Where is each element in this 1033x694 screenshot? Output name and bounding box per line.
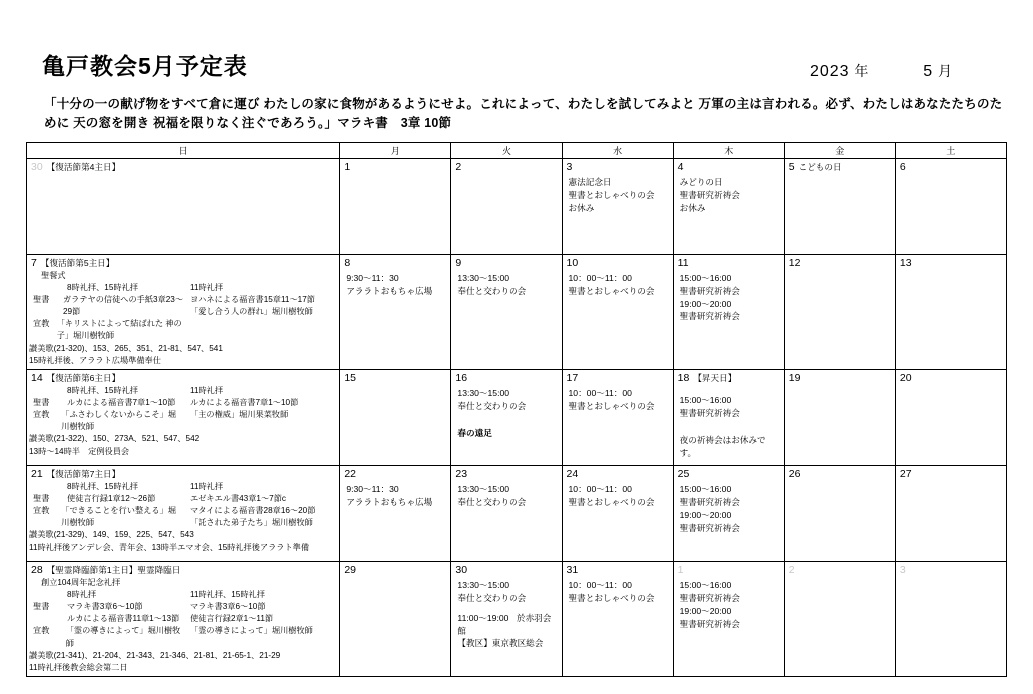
calendar-cell[interactable] — [895, 465, 1006, 561]
page-title: 亀戸教会5月予定表 — [42, 53, 248, 79]
service-line — [33, 493, 184, 505]
calendar-cell[interactable] — [895, 158, 1006, 254]
service-columns — [29, 385, 337, 434]
sunday-detail — [27, 384, 339, 460]
event-list — [563, 576, 673, 608]
event-list — [674, 173, 784, 218]
service-note: 13時〜14時半 定例役員会 — [29, 446, 130, 456]
calendar-cell[interactable] — [673, 465, 784, 561]
spacer — [680, 420, 781, 427]
month-value: 5 — [923, 63, 934, 80]
event-list — [785, 269, 895, 275]
service-line-text: マラキ書3章6〜10節 — [67, 602, 143, 612]
service-line-text: ルカによる福音書11章1〜13節 — [67, 614, 180, 624]
liturgical-title: 【聖霊降臨節第1主日】聖霊降臨日 — [46, 564, 181, 575]
service-line — [33, 601, 184, 613]
service-column-main — [184, 385, 334, 434]
event-line: お休み — [568, 202, 595, 213]
service-line-label: 宣教 — [33, 626, 50, 636]
event-line: 10：00〜11：00 — [568, 579, 632, 590]
service-line — [33, 625, 184, 649]
event-list — [785, 480, 895, 486]
event-line: 聖書研究祈祷会 — [679, 618, 740, 629]
calendar-cell[interactable] — [562, 369, 673, 465]
calendar-cell[interactable] — [673, 158, 784, 254]
day-number: 31 — [566, 563, 579, 576]
day-number: 17 — [566, 371, 579, 384]
service-line-text: 「愛し合う人の群れ」堀川樹牧師 — [190, 307, 313, 317]
sunday-detail — [27, 480, 339, 556]
calendar-cell[interactable] — [451, 369, 562, 465]
service-line-text: エゼキエル書43章1〜7節c — [190, 494, 286, 504]
service-line — [33, 505, 184, 529]
calendar-cell-sunday[interactable] — [27, 158, 340, 254]
sunday-detail — [27, 269, 339, 369]
service-note: 11時礼拝後教会総会第二日 — [29, 662, 128, 672]
event-line: 19:00〜20:00 — [679, 298, 732, 309]
day-number: 30 — [31, 160, 43, 173]
day-number: 29 — [344, 563, 356, 576]
calendar-cell[interactable] — [673, 369, 784, 465]
service-line — [33, 318, 184, 342]
year-label: 年 — [854, 63, 870, 79]
event-list — [451, 384, 561, 443]
event-list — [896, 576, 1006, 582]
sunday-detail — [27, 576, 339, 676]
calendar-cell[interactable] — [451, 254, 562, 369]
service-line — [67, 385, 184, 397]
event-line: 15:00〜16:00 — [679, 579, 732, 590]
calendar-week-row — [27, 158, 1007, 254]
service-column-morning — [29, 282, 184, 343]
calendar-cell[interactable] — [562, 254, 673, 369]
event-line: みどりの日 — [679, 176, 723, 187]
event-line: 10：00〜11：00 — [568, 483, 632, 494]
event-line: 聖書とおしゃべりの会 — [568, 189, 655, 200]
day-number: 5 — [788, 160, 795, 173]
service-line-label: 聖書 — [33, 295, 50, 305]
event-list — [340, 269, 450, 301]
weekday-wed: 水 — [562, 142, 673, 158]
event-line: 19:00〜20:00 — [679, 509, 732, 520]
page-header — [0, 0, 1033, 81]
day-note: 【昇天日】 — [693, 372, 737, 383]
spacer — [457, 413, 558, 420]
calendar-cell-sunday[interactable] — [27, 465, 340, 561]
event-list — [563, 173, 673, 218]
service-columns — [29, 282, 337, 343]
day-number: 14 — [31, 371, 43, 384]
day-number: 21 — [31, 467, 43, 480]
service-line-label — [33, 613, 67, 625]
event-list — [451, 480, 561, 512]
weekday-tue: 火 — [451, 142, 562, 158]
event-line: アララトおもちゃ広場 — [346, 496, 433, 507]
service-line-label — [33, 589, 67, 601]
event-line: 11:00〜19:00 於赤羽会館 — [457, 612, 552, 636]
day-number: 30 — [455, 563, 468, 576]
event-line: 奉仕と交わりの会 — [457, 400, 527, 411]
calendar-cell-sunday[interactable] — [27, 254, 340, 369]
event-line: 聖書研究祈祷会 — [679, 311, 740, 322]
event-line: 聖書研究祈祷会 — [679, 522, 740, 533]
service-line-text: 「託された弟子たち」堀川樹牧師 — [190, 518, 313, 528]
service-line-text: 「霊の導きによって」堀川樹牧師 — [65, 626, 181, 648]
day-number: 3 — [566, 160, 573, 173]
service-column-morning — [29, 589, 184, 650]
event-list — [674, 480, 784, 538]
service-line-label — [33, 282, 67, 294]
event-list — [340, 384, 450, 390]
day-number: 1 — [677, 563, 684, 576]
event-list — [674, 269, 784, 327]
service-line — [67, 282, 184, 294]
event-line: 聖書研究祈祷会 — [679, 592, 740, 603]
liturgical-title: 【復活節第5主日】 — [40, 257, 115, 268]
calendar-cell[interactable] — [340, 158, 451, 254]
weekday-sat: 土 — [895, 142, 1006, 158]
day-number: 28 — [31, 563, 43, 576]
event-line: 聖書とおしゃべりの会 — [568, 285, 655, 296]
day-number: 3 — [899, 563, 906, 576]
event-line: 聖書研究祈祷会 — [679, 496, 740, 507]
service-columns — [29, 481, 337, 530]
calendar-week-row — [27, 369, 1007, 465]
service-line-text: 11時礼拝 — [190, 481, 224, 491]
service-line-label — [33, 385, 67, 397]
day-note: こどもの日 — [798, 161, 842, 172]
service-line-text: 使徒言行録1章12〜26節 — [67, 494, 156, 504]
service-line-text: マタイによる福音書28章16〜20節 — [190, 506, 316, 516]
calendar-cell[interactable] — [895, 561, 1006, 676]
bible-verse: 「十分の一の献げ物をすべて倉に運び わたしの家に食物があるようにせよ。これによって、わたしを試してみよと 万軍の主は言われる。必ず、わたしはあなたたちのために 天の窓を開き 祝福を限りなく注ぐであろう。」マラキ書 3章 10節 — [44, 97, 1003, 131]
service-line-label — [33, 481, 67, 493]
calendar-cell[interactable] — [451, 465, 562, 561]
day-number: 13 — [899, 256, 912, 269]
calendar-cell-sunday[interactable] — [27, 561, 340, 676]
calendar-week-row — [27, 561, 1007, 676]
spacer — [680, 427, 781, 434]
day-number: 2 — [455, 160, 462, 173]
calendar-cell[interactable] — [340, 465, 451, 561]
event-list — [451, 576, 561, 653]
event-line: 奉仕と交わりの会 — [457, 496, 527, 507]
service-note: 讃美歌(21-341)、21-204、21-343、21-346、21-81、21-65-1、21-29 — [29, 650, 281, 660]
service-line-text: マラキ書3章6〜10節 — [190, 602, 266, 612]
calendar-cell[interactable] — [562, 561, 673, 676]
event-line: 【教区】東京教区総会 — [457, 638, 544, 649]
service-note: 11時礼拝後アンデレ会、青年会、13時半エマオ会、15時礼拝後アララト準備 — [29, 542, 310, 552]
service-subtitle: 創立104周年記念礼拝 — [41, 577, 121, 587]
event-line: 聖書とおしゃべりの会 — [568, 496, 655, 507]
service-note: 讃美歌(21-322)、150、273A、521、547、542 — [29, 434, 200, 444]
day-number: 27 — [899, 467, 912, 480]
calendar-cell[interactable] — [784, 158, 895, 254]
service-line-text: 「キリストによって結ばれた 神の子」堀川樹牧師 — [56, 319, 182, 341]
month-label: 月 — [938, 63, 953, 79]
day-number: 25 — [677, 467, 690, 480]
day-number: 24 — [566, 467, 579, 480]
service-note: 15時礼拝後、アララト広場準備奉仕 — [29, 355, 161, 365]
service-line — [67, 481, 184, 493]
liturgical-title: 【復活節第7主日】 — [46, 468, 121, 479]
event-line: 9:30〜11：30 — [346, 483, 399, 494]
service-columns — [29, 589, 337, 650]
service-column-morning — [29, 481, 184, 530]
weekday-header-row — [27, 142, 1007, 158]
year-month — [810, 61, 1003, 81]
sunday-detail — [27, 173, 339, 176]
service-line-label: 聖書 — [33, 494, 50, 504]
day-number: 20 — [899, 371, 912, 384]
weekday-fri: 金 — [784, 142, 895, 158]
service-line-text: 8時礼拝、15時礼拝 — [67, 385, 138, 395]
calendar-cell[interactable] — [340, 369, 451, 465]
service-line-text: 8時礼拝、15時礼拝 — [67, 282, 138, 292]
day-number: 6 — [899, 160, 906, 173]
event-list — [674, 576, 784, 634]
event-line: 聖書研究祈祷会 — [679, 285, 740, 296]
liturgical-title: 【復活節第6主日】 — [46, 372, 121, 383]
service-line-text: ヨハネによる福音書15章11〜17節 — [190, 295, 315, 305]
service-line-text: 11時礼拝 — [190, 282, 224, 292]
year-value: 2023 — [809, 63, 850, 80]
event-line: アララトおもちゃ広場 — [346, 285, 433, 296]
service-line-text: ルカによる福音書7章1〜10節 — [190, 398, 299, 408]
event-line: 13:30〜15:00 — [457, 579, 510, 590]
calendar-cell[interactable] — [451, 158, 562, 254]
calendar-body — [27, 158, 1007, 676]
weekday-sun: 日 — [27, 142, 340, 158]
event-line: 憲法記念日 — [568, 176, 612, 187]
service-line-text: ガラテヤの信徒への手紙3章23〜29節 — [62, 295, 184, 317]
calendar-cell[interactable] — [784, 561, 895, 676]
event-list — [674, 384, 784, 463]
service-line — [67, 613, 184, 625]
service-line-label: 宣教 — [33, 410, 50, 420]
event-list — [563, 269, 673, 301]
service-line-label: 宣教 — [33, 506, 50, 516]
calendar-cell[interactable] — [673, 254, 784, 369]
day-number: 10 — [566, 256, 579, 269]
calendar-cell[interactable] — [562, 158, 673, 254]
weekday-mon: 月 — [340, 142, 451, 158]
event-line: 奉仕と交わりの会 — [457, 592, 527, 603]
spacer — [680, 387, 781, 394]
calendar-cell[interactable] — [784, 465, 895, 561]
event-line: 聖書とおしゃべりの会 — [568, 592, 655, 603]
service-line-text: 11時礼拝 — [190, 385, 224, 395]
event-line: 奉仕と交わりの会 — [457, 285, 527, 296]
calendar-cell-sunday[interactable] — [27, 369, 340, 465]
day-number: 23 — [455, 467, 468, 480]
event-line: 13:30〜15:00 — [457, 387, 510, 398]
event-list — [785, 173, 895, 179]
weekday-thu: 木 — [673, 142, 784, 158]
service-line — [67, 589, 184, 601]
service-line — [33, 409, 184, 433]
day-number: 18 — [677, 371, 690, 384]
day-number: 4 — [677, 160, 684, 173]
event-line: 9:30〜11：30 — [346, 272, 399, 283]
service-line-text: 「霊の導きによって」堀川樹牧師 — [190, 626, 313, 636]
service-note: 讃美歌(21-329)、149、159、225、547、543 — [29, 530, 194, 540]
spacer — [457, 605, 558, 612]
service-line-label: 聖書 — [33, 602, 50, 612]
day-number: 12 — [788, 256, 801, 269]
calendar-cell[interactable] — [562, 465, 673, 561]
day-number: 1 — [344, 160, 351, 173]
event-list — [896, 480, 1006, 486]
service-line-text: 「主の権威」堀川果菜牧師 — [190, 410, 289, 420]
calendar-cell[interactable] — [340, 254, 451, 369]
calendar-table — [26, 142, 1007, 677]
event-list — [896, 173, 1006, 179]
service-line-text: 8時礼拝、15時礼拝 — [67, 481, 138, 491]
event-list — [563, 384, 673, 416]
service-column-main — [184, 282, 334, 343]
service-line-label: 宣教 — [33, 319, 50, 329]
event-list — [340, 576, 450, 582]
event-line: 春の遠足 — [457, 427, 492, 438]
day-number: 7 — [31, 256, 37, 269]
service-column-main — [184, 481, 334, 530]
event-list — [563, 480, 673, 512]
day-number: 11 — [677, 256, 689, 269]
event-line: 19:00〜20:00 — [679, 605, 732, 616]
calendar-cell[interactable] — [784, 369, 895, 465]
calendar-week-row — [27, 465, 1007, 561]
service-line-text: 8時礼拝 — [67, 590, 97, 600]
day-number: 9 — [455, 256, 462, 269]
event-line: 聖書研究祈祷会 — [679, 189, 740, 200]
event-line: 10：00〜11：00 — [568, 272, 632, 283]
event-line: 10：00〜11：00 — [568, 387, 632, 398]
service-line-label: 聖書 — [33, 398, 50, 408]
service-column-morning — [29, 385, 184, 434]
calendar-cell[interactable] — [895, 369, 1006, 465]
calendar-cell[interactable] — [895, 254, 1006, 369]
day-number: 19 — [788, 371, 801, 384]
service-line-text: 「できることを行い整える」堀川樹牧師 — [61, 506, 176, 528]
calendar-cell[interactable] — [451, 561, 562, 676]
event-list — [896, 384, 1006, 390]
service-line-text: 11時礼拝、15時礼拝 — [190, 590, 265, 600]
calendar-cell[interactable] — [784, 254, 895, 369]
event-list — [785, 576, 895, 582]
event-line: 聖書研究祈祷会 — [679, 407, 740, 418]
service-line — [33, 397, 184, 409]
event-line: お休み — [679, 202, 706, 213]
service-column-main — [184, 589, 334, 650]
event-list — [340, 173, 450, 179]
event-line: 15:00〜16:00 — [679, 394, 732, 405]
event-list — [451, 173, 561, 179]
day-number: 16 — [455, 371, 468, 384]
service-line — [33, 294, 184, 318]
event-line: 15:00〜16:00 — [679, 483, 732, 494]
event-line: 聖書とおしゃべりの会 — [568, 400, 655, 411]
service-subtitle: 聖餐式 — [41, 270, 66, 280]
calendar-cell[interactable] — [340, 561, 451, 676]
event-line: 夜の祈祷会はお休みです。 — [679, 434, 766, 458]
spacer — [457, 420, 558, 427]
service-line-text: 「ふさわしくないからこそ」堀川樹牧師 — [61, 410, 176, 432]
day-number: 26 — [788, 467, 801, 480]
day-number: 15 — [344, 371, 356, 384]
event-line: 13:30〜15:00 — [457, 272, 510, 283]
calendar-cell[interactable] — [673, 561, 784, 676]
event-line: 13:30〜15:00 — [457, 483, 510, 494]
day-number: 22 — [344, 467, 356, 480]
day-number: 2 — [788, 563, 795, 576]
calendar-week-row — [27, 254, 1007, 369]
service-line-text: 使徒言行録2章1〜11節 — [190, 614, 274, 624]
day-number: 8 — [344, 256, 351, 269]
event-list — [451, 269, 561, 301]
event-list — [340, 480, 450, 512]
liturgical-title: 【復活節第4主日】 — [46, 161, 121, 172]
service-note: 讃美歌(21-320)、153、265、351、21-81、547、541 — [29, 343, 223, 353]
event-list — [896, 269, 1006, 275]
service-line-text: ルカによる福音書7章1〜10節 — [67, 398, 176, 408]
event-list — [785, 384, 895, 390]
event-line: 15:00〜16:00 — [679, 272, 732, 283]
